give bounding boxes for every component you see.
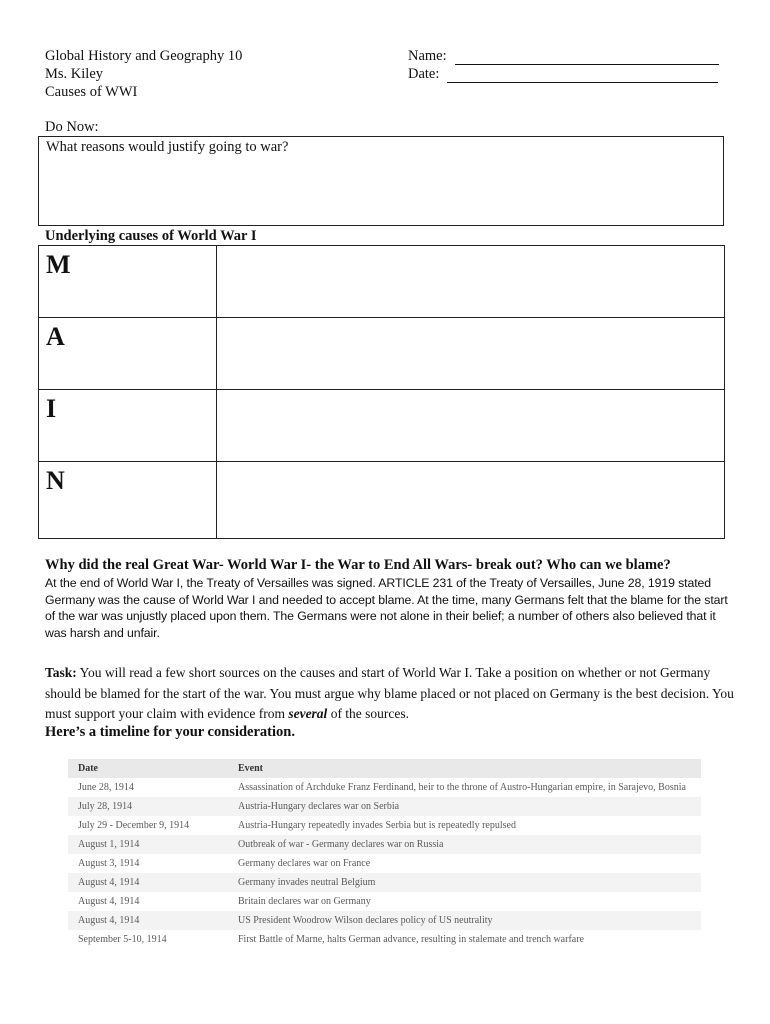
- date-label: Date:: [408, 66, 440, 82]
- row-date: July 29 - December 9, 1914: [78, 820, 190, 831]
- row-date: August 1, 1914: [68, 835, 228, 854]
- letter-m: M: [39, 246, 217, 318]
- task-emphasis: several: [288, 706, 328, 721]
- answer-cell-m[interactable]: [217, 246, 725, 318]
- name-row: [408, 47, 728, 65]
- timeline-header-row: [68, 759, 701, 778]
- row-event: Austria-Hungary repeatedly invades Serbia but is repeatedly repulsed: [238, 820, 516, 831]
- row-date: September 5-10, 1914: [78, 934, 167, 945]
- row-event: US President Woodrow Wilson declares policy of US neutrality: [228, 911, 701, 930]
- row-event: Germany declares war on France: [238, 858, 371, 869]
- student-info: [408, 47, 728, 83]
- task-text-end: of the sources.: [327, 706, 410, 721]
- do-now-box[interactable]: [38, 136, 724, 226]
- date-column-header: Date: [68, 759, 228, 778]
- table-row: [68, 892, 701, 911]
- row-date: August 4, 1914: [68, 911, 228, 930]
- event-column-header: Event: [228, 759, 701, 778]
- row-date: August 4, 1914: [68, 873, 228, 892]
- table-row: [68, 816, 701, 835]
- task-text: You will read a few short sources on the causes and start of World War I. Take a position on whether or not Germany should be blamed for the start of the war. You must argue why blame placed or not placed on Germany is the best decision. You must support your claim with evidence from: [45, 665, 734, 721]
- versailles-paragraph: At the end of World War I, the Treaty of Versailles was signed. ARTICLE 231 of the Treaty of Versailles, June 28, 1919 stated Germany was the cause of World War I and needed to accept blame. At the time, many Germans felt that the blame for the start of the war was unjustly placed upon them. The Germans were not alone in their belief; a number of others also believed that it was harsh and unfair.: [45, 576, 728, 640]
- letter-i: I: [39, 390, 217, 462]
- date-field[interactable]: [447, 68, 718, 83]
- row-date: August 4, 1914: [78, 896, 140, 907]
- timeline-table: [68, 759, 701, 949]
- task-instructions: [45, 663, 735, 725]
- topic-title: Causes of WWI: [45, 84, 138, 100]
- main-causes-title: Underlying causes of World War I: [45, 228, 257, 244]
- name-field[interactable]: [455, 50, 719, 65]
- course-name: Global History and Geography 10: [45, 48, 243, 64]
- row-event: First Battle of Marne, halts German advance, resulting in stalemate and trench warfare: [238, 934, 584, 945]
- row-event: Assassination of Archduke Franz Ferdinand, heir to the throne of Austro-Hungarian empire, in Sarajevo, Bosnia: [238, 782, 686, 793]
- row-date: August 3, 1914: [78, 858, 140, 869]
- answer-cell-a[interactable]: [217, 318, 725, 390]
- table-row: [68, 911, 701, 930]
- timeline-title: Here’s a timeline for your consideration.: [45, 724, 295, 740]
- letter-n: N: [39, 462, 217, 539]
- do-now-label: Do Now:: [45, 119, 99, 135]
- answer-cell-n[interactable]: [217, 462, 725, 539]
- answer-cell-i[interactable]: [217, 390, 725, 462]
- task-label: Task:: [45, 665, 77, 680]
- row-date: June 28, 1914: [78, 782, 134, 793]
- main-row: [39, 462, 725, 539]
- table-row: [68, 854, 701, 873]
- row-event: Austria-Hungary declares war on Serbia: [228, 797, 701, 816]
- main-row: [39, 318, 725, 390]
- date-row: [408, 65, 728, 83]
- table-row: [68, 930, 701, 949]
- row-event: Outbreak of war - Germany declares war on Russia: [228, 835, 701, 854]
- name-label: Name:: [408, 48, 447, 64]
- row-date: July 28, 1914: [68, 797, 228, 816]
- table-row: [68, 797, 701, 816]
- row-event: Germany invades neutral Belgium: [228, 873, 701, 892]
- main-causes-table: [38, 245, 725, 539]
- row-event: Britain declares war on Germany: [238, 896, 371, 907]
- main-row: [39, 390, 725, 462]
- table-row: [68, 778, 701, 797]
- teacher-name: Ms. Kiley: [45, 66, 103, 82]
- letter-a: A: [39, 318, 217, 390]
- main-row: [39, 246, 725, 318]
- table-row: [68, 873, 701, 892]
- table-row: [68, 835, 701, 854]
- course-info: [45, 47, 242, 101]
- why-question: Why did the real Great War- World War I- the War to End All Wars- break out? Who can we blame?: [45, 557, 671, 573]
- do-now-question: What reasons would justify going to war?: [46, 139, 289, 155]
